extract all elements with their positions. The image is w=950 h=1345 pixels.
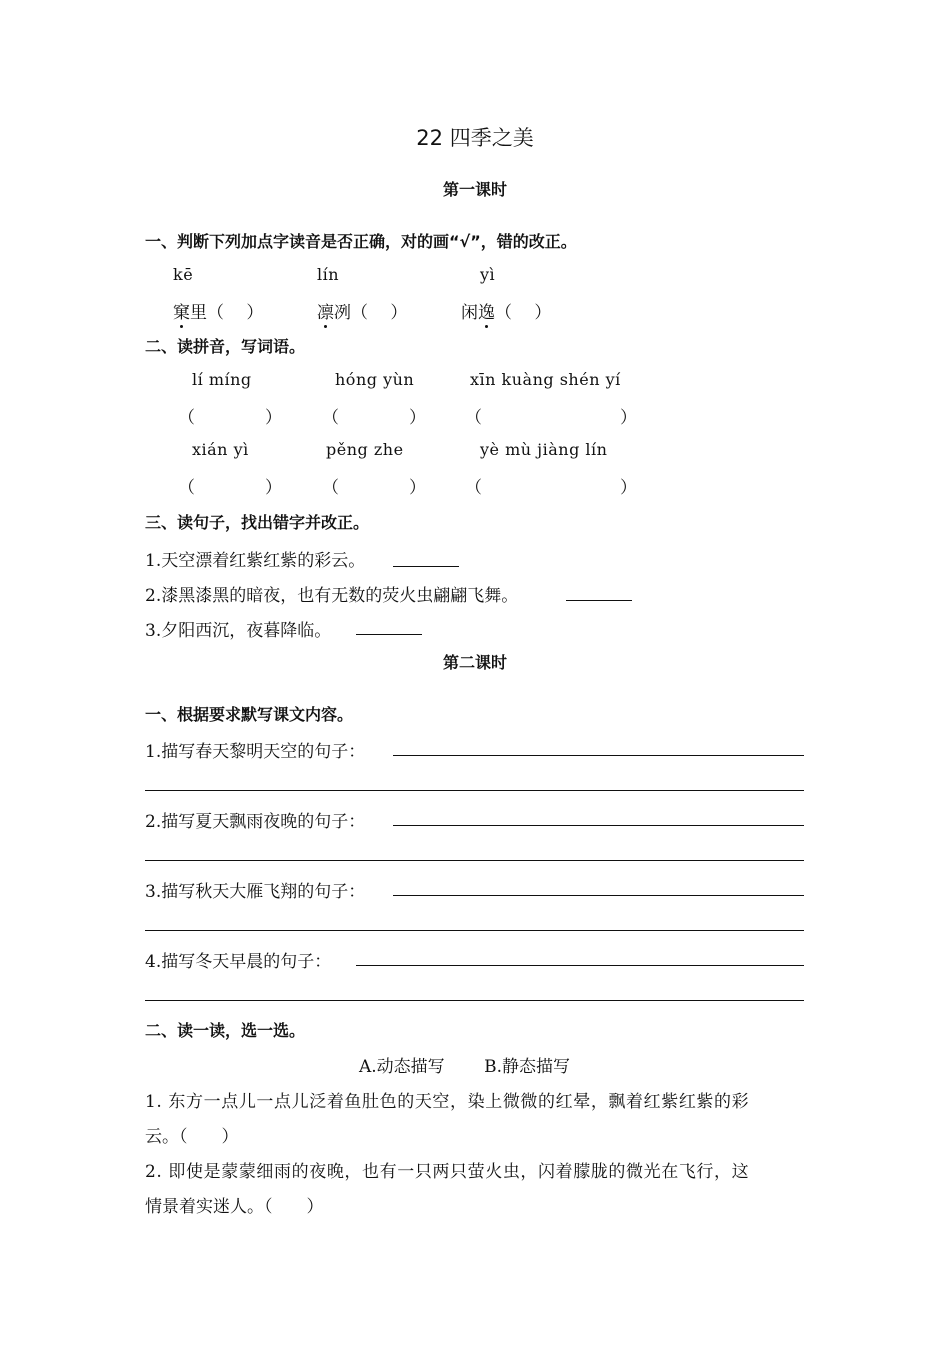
answer-paren-close: ）: [409, 478, 426, 498]
answer-line[interactable]: [145, 1000, 804, 1001]
l2-q1-label: 一、根据要求默写课文内容。: [145, 705, 354, 724]
answer-paren-close: ）: [265, 478, 282, 498]
pinyin-lin: lín: [317, 265, 340, 284]
pinyin-row1-3: xīn kuàng shén yí: [470, 370, 621, 389]
dotted-char: 逸: [478, 298, 495, 323]
word-suffix: 冽（ ）: [334, 303, 408, 323]
answer-paren-open: （: [322, 478, 339, 498]
answer-paren-open: （: [178, 478, 195, 498]
answer-blank[interactable]: [393, 566, 459, 567]
l1-q1-label: 一、判断下列加点字读音是否正确，对的画“√”，错的改正。: [145, 232, 577, 251]
sentence-3: 3.夕阳西沉，夜暮降临。: [145, 621, 332, 641]
answer-blank[interactable]: [356, 634, 422, 635]
pinyin-yi: yì: [480, 265, 496, 284]
pinyin-row2-3: yè mù jiàng lín: [480, 440, 608, 459]
answer-line[interactable]: [393, 755, 804, 756]
pinyin-row1-2: hóng yùn: [335, 370, 415, 389]
answer-paren-open: （: [322, 408, 339, 428]
recite-prompt-3: 3.描写秋天大雁飞翔的句子：: [145, 882, 366, 902]
passage-1-line-2: 云。（ ）: [145, 1127, 239, 1147]
answer-paren-open: （: [178, 408, 195, 428]
pinyin-row2-2: pěng zhe: [326, 440, 404, 459]
answer-blank[interactable]: [566, 600, 632, 601]
pinyin-row2-1: xián yì: [192, 440, 249, 459]
answer-paren-close: ）: [265, 408, 282, 428]
answer-paren-close: ）: [620, 408, 637, 428]
word-suffix: （ ）: [495, 303, 552, 323]
recite-prompt-2: 2.描写夏天飘雨夜晚的句子：: [145, 812, 366, 832]
word-item-1: [173, 298, 263, 323]
recite-prompt-1: 1.描写春天黎明天空的句子：: [145, 742, 366, 762]
passage-2-line-2: 情景着实迷人。（ ）: [145, 1197, 324, 1217]
answer-line[interactable]: [393, 825, 804, 826]
pinyin-ke: kē: [173, 265, 194, 284]
answer-paren-close: ）: [409, 408, 426, 428]
lesson1-heading: 第一课时: [442, 180, 507, 199]
dotted-char: 窠: [173, 298, 190, 323]
sentence-1: 1.天空漂着红紫红紫的彩云。: [145, 551, 366, 571]
l1-q3-label: 三、读句子，找出错字并改正。: [145, 513, 370, 532]
answer-line[interactable]: [356, 965, 804, 966]
l2-q2-label: 二、读一读，选一选。: [145, 1021, 306, 1040]
word-suffix: 里（ ）: [190, 303, 264, 323]
answer-line[interactable]: [145, 860, 804, 861]
lesson2-heading: 第二课时: [442, 653, 507, 672]
answer-paren-close: ）: [620, 478, 637, 498]
passage-1-line-1: 1. 东方一点儿一点儿泛着鱼肚色的天空，染上微微的红晕，飘着红紫红紫的彩: [145, 1092, 750, 1112]
word-item-3: [461, 298, 551, 323]
pinyin-row1-1: lí míng: [192, 370, 252, 389]
answer-paren-open: （: [465, 408, 482, 428]
l1-q2-label: 二、读拼音，写词语。: [145, 337, 306, 356]
choice-options: A.动态描写 B.静态描写: [359, 1057, 570, 1077]
answer-line[interactable]: [393, 895, 804, 896]
recite-prompt-4: 4.描写冬天早晨的句子：: [145, 952, 332, 972]
answer-paren-open: （: [465, 478, 482, 498]
answer-line[interactable]: [145, 930, 804, 931]
word-item-2: [317, 298, 407, 323]
word-prefix: 闲: [461, 303, 478, 323]
passage-2-line-1: 2. 即使是蒙蒙细雨的夜晚，也有一只两只萤火虫，闪着朦胧的微光在飞行，这: [145, 1162, 750, 1182]
sentence-2: 2.漆黑漆黑的暗夜，也有无数的荧火虫翩翩飞舞。: [145, 586, 519, 606]
page-title: 22 四季之美: [416, 126, 534, 150]
answer-line[interactable]: [145, 790, 804, 791]
dotted-char: 凛: [317, 298, 334, 323]
